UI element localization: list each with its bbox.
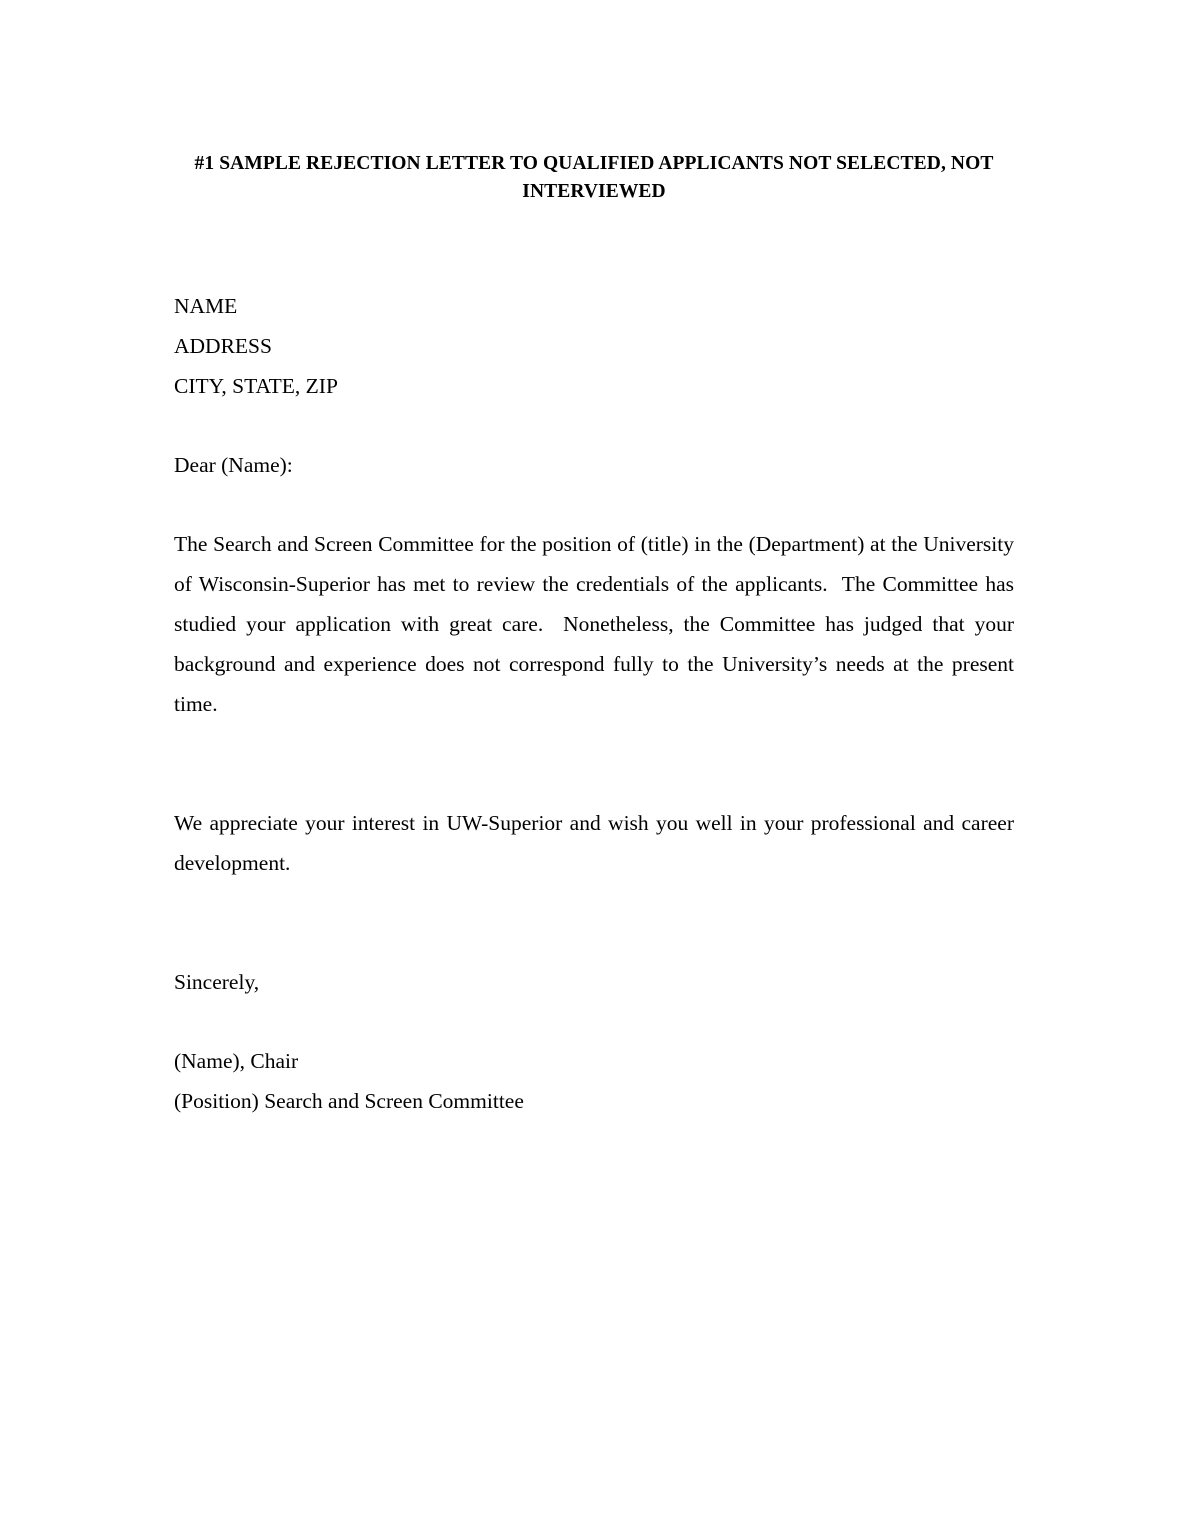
document-title-line-1: #1 SAMPLE REJECTION LETTER TO QUALIFIED APPLICANTS NOT SELECTED, NOT <box>194 153 994 174</box>
body-paragraph-2: We appreciate your interest in UW-Superior and wish you well in your professional and career development. <box>174 811 1020 875</box>
body-paragraph-1: The Search and Screen Committee for the position of (title) in the (Department) at the University of Wisconsin-Superior has met to review the credentials of the applicants. The Committee has studied your application with great care. Nonetheless, the Committee has judged that your background and experience does not correspond fully to the University’s needs at the present time. <box>174 532 1020 716</box>
recipient-name-placeholder: NAME <box>174 294 238 318</box>
signer-committee-position: (Position) Search and Screen Committee <box>174 1089 524 1113</box>
signer-name-and-role: (Name), Chair <box>174 1049 299 1073</box>
document-title <box>174 150 1014 206</box>
recipient-address-block <box>174 286 1014 406</box>
document-title-line-2: INTERVIEWED <box>522 181 666 202</box>
closing-salutation: Sincerely, <box>174 970 260 994</box>
recipient-city-state-zip-placeholder: CITY, STATE, ZIP <box>174 374 338 398</box>
letter-body <box>174 286 1020 1121</box>
signature-block <box>174 1041 1014 1121</box>
recipient-address-placeholder: ADDRESS <box>174 334 272 358</box>
salutation: Dear (Name): <box>174 453 293 477</box>
